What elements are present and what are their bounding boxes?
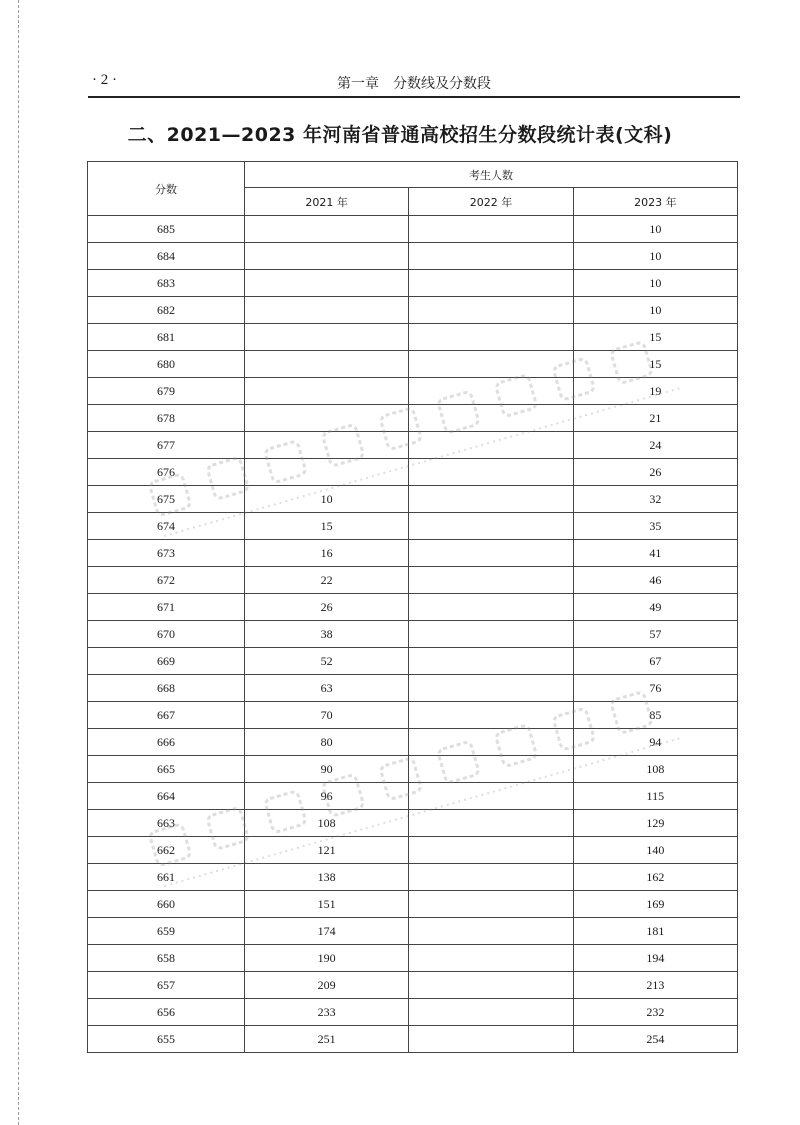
count-2023-cell: 76 xyxy=(573,675,737,702)
score-cell: 682 xyxy=(88,297,245,324)
table-row xyxy=(88,621,738,648)
count-2022-cell xyxy=(409,270,573,297)
count-2023-cell: 15 xyxy=(573,351,737,378)
count-2022-cell xyxy=(409,648,573,675)
table-row xyxy=(88,405,738,432)
count-2023-cell: 94 xyxy=(573,729,737,756)
table-row xyxy=(88,675,738,702)
count-2023-cell: 213 xyxy=(573,972,737,999)
count-2023-cell: 57 xyxy=(573,621,737,648)
count-2022-cell xyxy=(409,891,573,918)
year-2021-header: 2021 年 xyxy=(245,188,409,216)
score-cell: 678 xyxy=(88,405,245,432)
table-row xyxy=(88,243,738,270)
score-cell: 676 xyxy=(88,459,245,486)
count-2023-cell: 49 xyxy=(573,594,737,621)
table-row xyxy=(88,432,738,459)
score-cell: 659 xyxy=(88,918,245,945)
score-column-header: 分数 xyxy=(88,162,245,216)
count-2021-cell: 151 xyxy=(245,891,409,918)
running-header xyxy=(88,72,740,94)
count-2021-cell xyxy=(245,405,409,432)
count-2022-cell xyxy=(409,1026,573,1053)
count-2022-cell xyxy=(409,513,573,540)
score-cell: 666 xyxy=(88,729,245,756)
score-cell: 674 xyxy=(88,513,245,540)
count-2021-cell: 70 xyxy=(245,702,409,729)
count-2022-cell xyxy=(409,702,573,729)
count-2023-cell: 41 xyxy=(573,540,737,567)
count-2022-cell xyxy=(409,216,573,243)
count-2021-cell xyxy=(245,432,409,459)
count-2022-cell xyxy=(409,540,573,567)
table-row xyxy=(88,324,738,351)
table-row xyxy=(88,216,738,243)
count-2021-cell xyxy=(245,324,409,351)
table-row xyxy=(88,702,738,729)
count-2021-cell xyxy=(245,297,409,324)
count-2023-cell: 67 xyxy=(573,648,737,675)
count-2021-cell: 121 xyxy=(245,837,409,864)
score-cell: 668 xyxy=(88,675,245,702)
count-2022-cell xyxy=(409,486,573,513)
count-2022-cell xyxy=(409,864,573,891)
candidate-count-header: 考生人数 xyxy=(245,162,738,188)
count-2022-cell xyxy=(409,918,573,945)
score-cell: 658 xyxy=(88,945,245,972)
table-row xyxy=(88,783,738,810)
count-2023-cell: 10 xyxy=(573,243,737,270)
score-cell: 671 xyxy=(88,594,245,621)
score-cell: 656 xyxy=(88,999,245,1026)
score-distribution-table xyxy=(87,161,738,1053)
table-row xyxy=(88,1026,738,1053)
count-2022-cell xyxy=(409,675,573,702)
header-rule xyxy=(88,96,740,98)
score-cell: 660 xyxy=(88,891,245,918)
table-title: 二、2021—2023 年河南省普通高校招生分数段统计表(文科) xyxy=(127,124,673,146)
count-2022-cell xyxy=(409,324,573,351)
count-2023-cell: 10 xyxy=(573,216,737,243)
count-2023-cell: 15 xyxy=(573,324,737,351)
count-2022-cell xyxy=(409,945,573,972)
score-cell: 662 xyxy=(88,837,245,864)
table-row xyxy=(88,999,738,1026)
count-2022-cell xyxy=(409,378,573,405)
count-2023-cell: 108 xyxy=(573,756,737,783)
count-2021-cell xyxy=(245,243,409,270)
table-row xyxy=(88,270,738,297)
count-2022-cell xyxy=(409,999,573,1026)
count-2021-cell: 209 xyxy=(245,972,409,999)
count-2023-cell: 162 xyxy=(573,864,737,891)
count-2023-cell: 115 xyxy=(573,783,737,810)
count-2023-cell: 26 xyxy=(573,459,737,486)
count-2021-cell xyxy=(245,378,409,405)
score-cell: 667 xyxy=(88,702,245,729)
count-2021-cell: 26 xyxy=(245,594,409,621)
count-2021-cell xyxy=(245,270,409,297)
score-cell: 661 xyxy=(88,864,245,891)
count-2021-cell: 174 xyxy=(245,918,409,945)
count-2021-cell: 138 xyxy=(245,864,409,891)
page-number: · 2 · xyxy=(92,72,117,88)
count-2021-cell: 80 xyxy=(245,729,409,756)
table-row xyxy=(88,540,738,567)
count-2021-cell: 15 xyxy=(245,513,409,540)
count-2023-cell: 85 xyxy=(573,702,737,729)
count-2022-cell xyxy=(409,297,573,324)
binding-margin-line xyxy=(18,0,19,1125)
count-2022-cell xyxy=(409,594,573,621)
table-row xyxy=(88,918,738,945)
count-2021-cell: 16 xyxy=(245,540,409,567)
count-2023-cell: 232 xyxy=(573,999,737,1026)
score-cell: 680 xyxy=(88,351,245,378)
count-2023-cell: 10 xyxy=(573,297,737,324)
table-row xyxy=(88,945,738,972)
count-2021-cell xyxy=(245,216,409,243)
count-2023-cell: 21 xyxy=(573,405,737,432)
count-2021-cell: 90 xyxy=(245,756,409,783)
count-2021-cell: 10 xyxy=(245,486,409,513)
year-2022-header: 2022 年 xyxy=(409,188,573,216)
count-2023-cell: 32 xyxy=(573,486,737,513)
table-row xyxy=(88,756,738,783)
score-cell: 664 xyxy=(88,783,245,810)
score-cell: 673 xyxy=(88,540,245,567)
count-2022-cell xyxy=(409,567,573,594)
table-row xyxy=(88,729,738,756)
count-2022-cell xyxy=(409,432,573,459)
count-2021-cell: 96 xyxy=(245,783,409,810)
count-2022-cell xyxy=(409,729,573,756)
table-row xyxy=(88,567,738,594)
count-2021-cell: 190 xyxy=(245,945,409,972)
count-2023-cell: 10 xyxy=(573,270,737,297)
count-2022-cell xyxy=(409,621,573,648)
count-2022-cell xyxy=(409,783,573,810)
table-row xyxy=(88,864,738,891)
table-row xyxy=(88,891,738,918)
score-cell: 679 xyxy=(88,378,245,405)
score-cell: 665 xyxy=(88,756,245,783)
score-cell: 677 xyxy=(88,432,245,459)
table-row xyxy=(88,648,738,675)
count-2022-cell xyxy=(409,972,573,999)
table-row xyxy=(88,378,738,405)
score-cell: 670 xyxy=(88,621,245,648)
table-body xyxy=(88,216,738,1053)
count-2021-cell: 108 xyxy=(245,810,409,837)
score-cell: 675 xyxy=(88,486,245,513)
score-cell: 685 xyxy=(88,216,245,243)
count-2023-cell: 129 xyxy=(573,810,737,837)
table-row xyxy=(88,810,738,837)
table-row xyxy=(88,297,738,324)
count-2021-cell: 52 xyxy=(245,648,409,675)
table-row xyxy=(88,513,738,540)
score-cell: 681 xyxy=(88,324,245,351)
count-2021-cell: 233 xyxy=(245,999,409,1026)
table-row xyxy=(88,972,738,999)
count-2021-cell: 251 xyxy=(245,1026,409,1053)
score-cell: 669 xyxy=(88,648,245,675)
count-2022-cell xyxy=(409,405,573,432)
count-2021-cell: 22 xyxy=(245,567,409,594)
count-2022-cell xyxy=(409,756,573,783)
score-cell: 672 xyxy=(88,567,245,594)
score-cell: 683 xyxy=(88,270,245,297)
count-2022-cell xyxy=(409,243,573,270)
count-2023-cell: 19 xyxy=(573,378,737,405)
year-2023-header: 2023 年 xyxy=(573,188,737,216)
count-2023-cell: 35 xyxy=(573,513,737,540)
count-2022-cell xyxy=(409,351,573,378)
count-2023-cell: 140 xyxy=(573,837,737,864)
count-2023-cell: 169 xyxy=(573,891,737,918)
count-2022-cell xyxy=(409,810,573,837)
count-2022-cell xyxy=(409,837,573,864)
count-2022-cell xyxy=(409,459,573,486)
score-cell: 657 xyxy=(88,972,245,999)
table-row xyxy=(88,594,738,621)
count-2023-cell: 254 xyxy=(573,1026,737,1053)
count-2021-cell: 63 xyxy=(245,675,409,702)
count-2023-cell: 181 xyxy=(573,918,737,945)
count-2023-cell: 24 xyxy=(573,432,737,459)
score-cell: 663 xyxy=(88,810,245,837)
count-2021-cell: 38 xyxy=(245,621,409,648)
chapter-title: 第一章 分数线及分数段 xyxy=(337,76,491,92)
count-2021-cell xyxy=(245,459,409,486)
table-row xyxy=(88,459,738,486)
count-2021-cell xyxy=(245,351,409,378)
count-2023-cell: 46 xyxy=(573,567,737,594)
table-row xyxy=(88,351,738,378)
table-row xyxy=(88,837,738,864)
score-cell: 655 xyxy=(88,1026,245,1053)
table-row xyxy=(88,486,738,513)
score-cell: 684 xyxy=(88,243,245,270)
count-2023-cell: 194 xyxy=(573,945,737,972)
